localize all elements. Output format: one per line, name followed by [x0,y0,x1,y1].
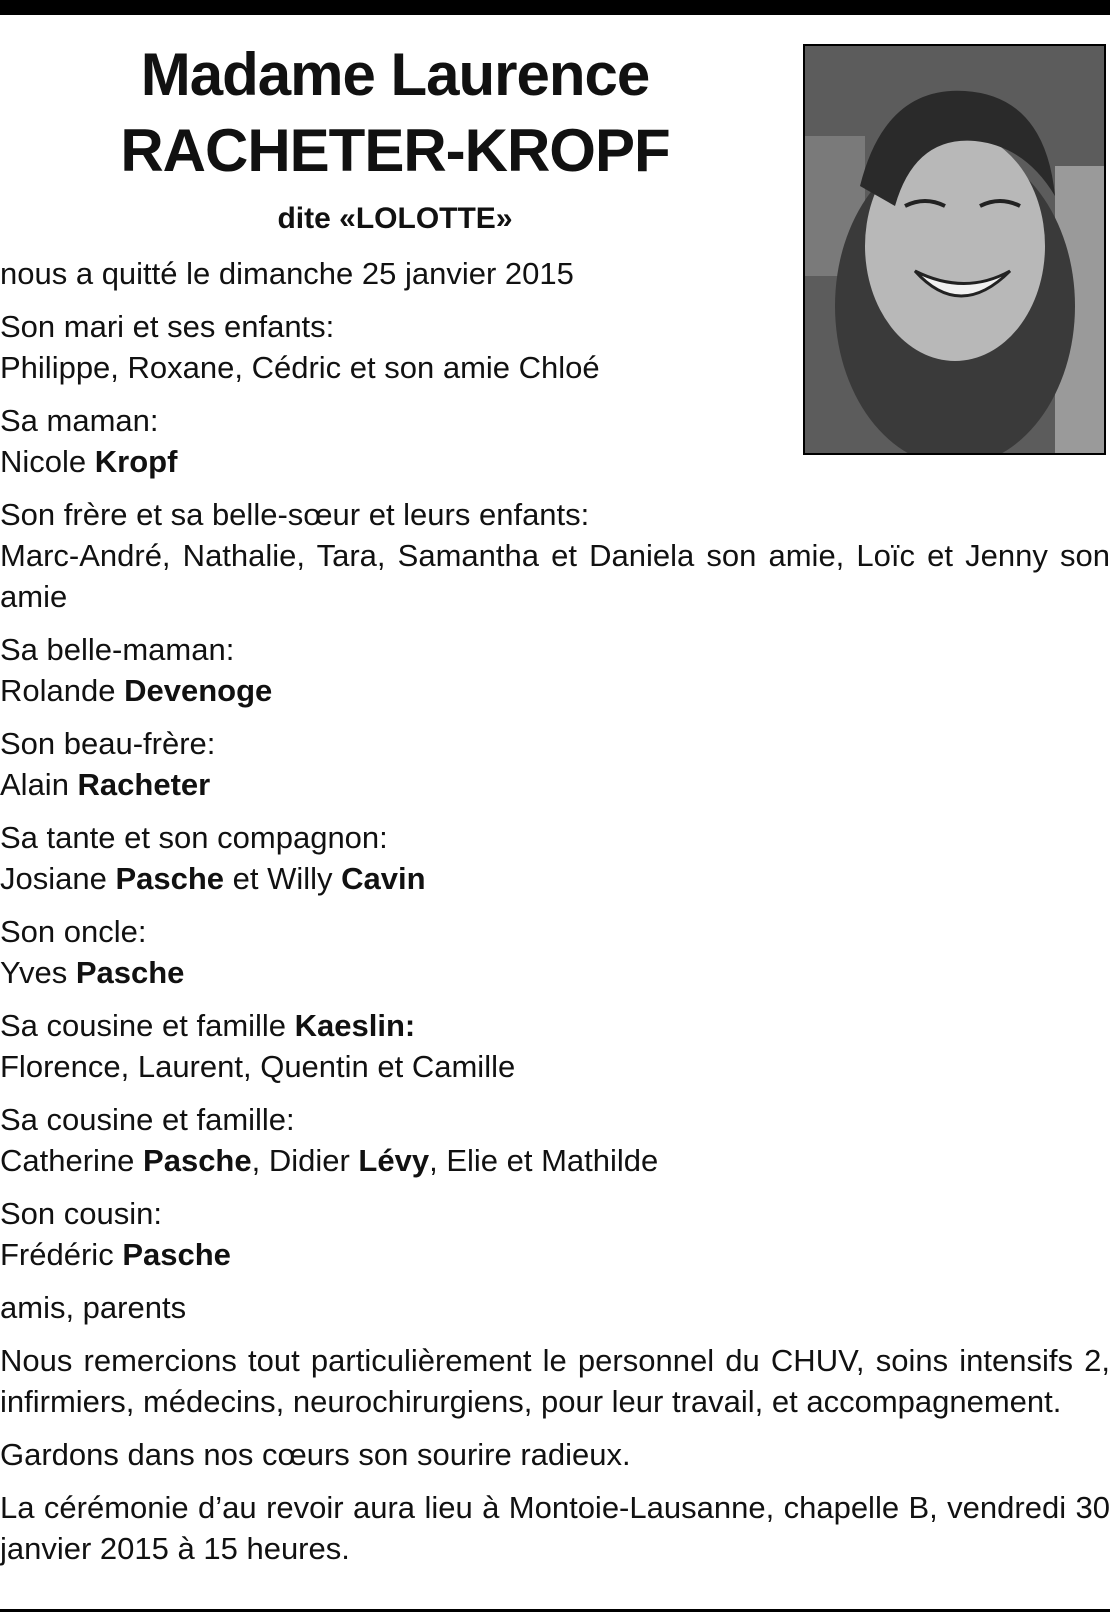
obituary-body [0,253,1110,1581]
remember-line: Gardons dans nos cœurs son sourire radieux. [0,1437,631,1472]
surname: Pasche [75,955,185,990]
first-name: Josiane [0,861,116,896]
top-rule [0,0,1110,15]
friends-relatives: amis, parents [0,1290,187,1325]
family-group-cousin-kaeslin [0,1005,1110,1087]
first-name: Frédéric [0,1237,123,1272]
deceased-name-line2: RACHETER-KROPF [120,117,670,184]
thanks-paragraph: Nous remercions tout particulièrement le personnel du CHUV, soins intensifs 2, infirmiers, médecins, neurochirurgiens, pour leur travail, et accompagnement. [0,1343,1110,1419]
surname: Devenoge [124,673,273,708]
family-group-uncle [0,911,1110,993]
surname: Kropf [94,444,178,479]
group-label: Sa belle-maman: [0,632,235,667]
first-name: Catherine [0,1143,144,1178]
group-label: Son mari et ses enfants: [0,309,335,344]
death-announcement: nous a quitté le dimanche 25 janvier 2015 [0,256,574,291]
family-group-brother-in-law [0,723,1110,805]
group-label: Sa cousine et famille [0,1008,295,1043]
group-label: Son cousin: [0,1196,162,1231]
group-names: Marc-André, Nathalie, Tara, Samantha et Daniela son amie, Loïc et Jenny son amie [0,538,1110,614]
family-group-husband-children [0,306,790,388]
group-names: , Elie et Mathilde [429,1143,659,1178]
ceremony-paragraph: La cérémonie d’au revoir aura lieu à Montoie-Lausanne, chapelle B, vendredi 30 janvier 2015 à 15 heures. [0,1490,1110,1566]
family-group-brother [0,494,1110,617]
first-name: Alain [0,767,78,802]
surname: Pasche [143,1143,252,1178]
first-name: Yves [0,955,76,990]
group-names: Philippe, Roxane, Cédric et son amie Chloé [0,350,600,385]
surname: Racheter [77,767,211,802]
family-group-mother [0,400,790,482]
group-label: Son beau-frère: [0,726,216,761]
surname: Pasche [122,1237,231,1272]
group-label: Sa maman: [0,403,159,438]
family-group-cousin-male [0,1193,1110,1275]
family-group-aunt [0,817,1110,899]
surname: Lévy [358,1143,430,1178]
group-names: Florence, Laurent, Quentin et Camille [0,1049,516,1084]
deceased-name-line1: Madame Laurence [140,41,650,108]
group-label: Son oncle: [0,914,147,949]
surname: Pasche [115,861,225,896]
group-label: Sa tante et son compagnon: [0,820,388,855]
group-label: Sa cousine et famille: [0,1102,295,1137]
family-group-cousin-pasche [0,1099,1110,1181]
surname: Cavin [341,861,426,896]
first-name: Nicole [0,444,95,479]
first-name: Rolande [0,673,125,708]
surname: Kaeslin: [294,1008,416,1043]
group-label: Son frère et sa belle-sœur et leurs enfants: [0,497,590,532]
connector-text: , Didier [251,1143,359,1178]
nickname: dite «LOLOTTE» [277,202,513,235]
connector-text: et Willy [224,861,342,896]
family-group-mother-in-law [0,629,1110,711]
bottom-rule [0,1609,1110,1612]
